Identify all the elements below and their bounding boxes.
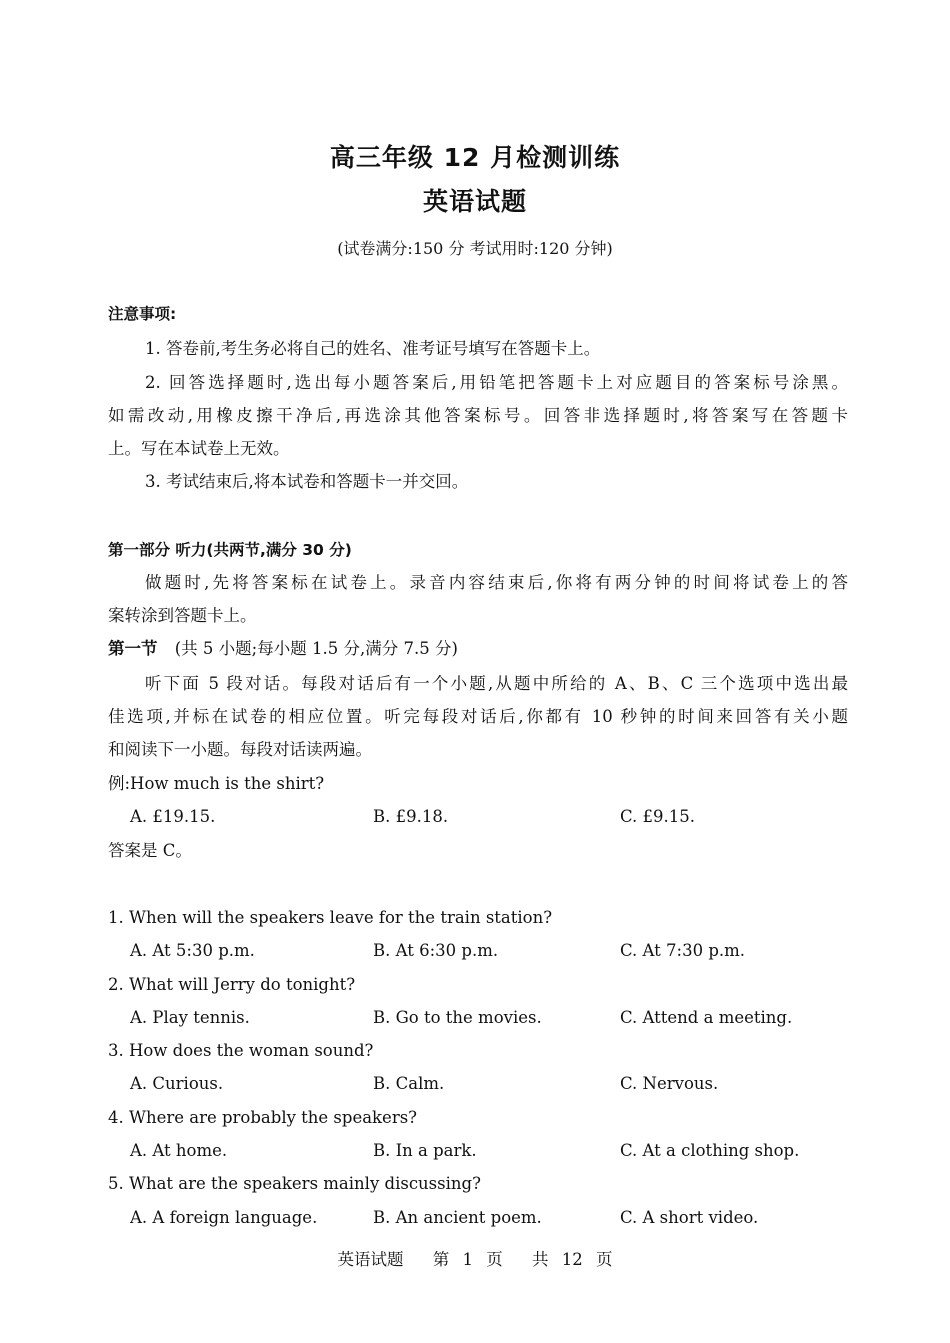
part1-heading: 第一部分 听力(共两节,满分 30 分) bbox=[108, 541, 352, 559]
footer-subject: 英语试题 bbox=[337, 1250, 404, 1269]
exam-subject-title: 英语试题 bbox=[422, 187, 527, 216]
question-text: 1. When will the speakers leave for the train station? bbox=[108, 908, 553, 927]
answer-option-c: C. Nervous. bbox=[620, 1074, 719, 1093]
notice-heading: 注意事项: bbox=[108, 305, 177, 323]
part1-instruction: 案转涂到答题卡上。 bbox=[108, 606, 257, 625]
question-text: 4. Where are probably the speakers? bbox=[108, 1108, 418, 1127]
example-option-b: B. £9.18. bbox=[373, 807, 449, 826]
exam-title: 高三年级 12 月检测训练 bbox=[329, 143, 621, 172]
notice-item: 3. 考试结束后,将本试卷和答题卡一并交回。 bbox=[145, 472, 469, 491]
answer-option-b: B. Go to the movies. bbox=[373, 1008, 542, 1027]
page-footer bbox=[0, 1246, 950, 1270]
question-text: 2. What will Jerry do tonight? bbox=[108, 975, 356, 994]
answer-option-a: A. At home. bbox=[130, 1141, 228, 1160]
notice-item: 如需改动,用橡皮擦干净后,再选涂其他答案标号。回答非选择题时,将答案写在答题卡 bbox=[108, 406, 848, 425]
notice-item: 上。写在本试卷上无效。 bbox=[108, 439, 290, 458]
answer-option-a: A. Play tennis. bbox=[130, 1008, 250, 1027]
answer-option-a: A. Curious. bbox=[130, 1074, 224, 1093]
question-text: 3. How does the woman sound? bbox=[108, 1041, 374, 1060]
example-question: 例:How much is the shirt? bbox=[108, 774, 325, 793]
answer-option-a: A. At 5:30 p.m. bbox=[130, 941, 255, 960]
answer-option-c: C. A short video. bbox=[620, 1208, 759, 1227]
answer-option-c: C. At 7:30 p.m. bbox=[620, 941, 746, 960]
section1-instruction: 佳选项,并标在试卷的相应位置。听完每段对话后,你都有 10 秒钟的时间来回答有关小题 bbox=[108, 707, 848, 726]
answer-option-b: B. An ancient poem. bbox=[373, 1208, 542, 1227]
part1-instruction: 做题时,先将答案标在试卷上。录音内容结束后,你将有两分钟的时间将试卷上的答 bbox=[145, 573, 848, 592]
section1-instruction: 听下面 5 段对话。每段对话后有一个小题,从题中所给的 A、B、C 三个选项中选出最 bbox=[145, 674, 848, 693]
section1-header bbox=[108, 638, 848, 660]
section1-label: 第一节 bbox=[108, 639, 158, 658]
exam-info: (试卷满分:150 分 考试用时:120 分钟) bbox=[337, 239, 613, 258]
notice-item: 2. 回答选择题时,选出每小题答案后,用铅笔把答题卡上对应题目的答案标号涂黑。 bbox=[145, 373, 848, 392]
example-answer: 答案是 C。 bbox=[108, 841, 192, 860]
footer-total-pages: 共 12 页 bbox=[532, 1250, 613, 1269]
answer-option-c: C. At a clothing shop. bbox=[620, 1141, 800, 1160]
example-option-a: A. £19.15. bbox=[130, 807, 216, 826]
section1-info: (共 5 小题;每小题 1.5 分,满分 7.5 分) bbox=[174, 639, 458, 658]
notice-item: 1. 答卷前,考生务必将自己的姓名、准考证号填写在答题卡上。 bbox=[145, 339, 601, 358]
footer-page-number: 第 1 页 bbox=[432, 1250, 503, 1269]
answer-option-c: C. Attend a meeting. bbox=[620, 1008, 793, 1027]
answer-option-b: B. In a park. bbox=[373, 1141, 477, 1160]
answer-option-b: B. At 6:30 p.m. bbox=[373, 941, 499, 960]
example-option-c: C. £9.15. bbox=[620, 807, 696, 826]
answer-option-b: B. Calm. bbox=[373, 1074, 445, 1093]
section1-instruction: 和阅读下一小题。每段对话读两遍。 bbox=[108, 740, 372, 759]
question-text: 5. What are the speakers mainly discussing? bbox=[108, 1174, 481, 1193]
answer-option-a: A. A foreign language. bbox=[130, 1208, 318, 1227]
